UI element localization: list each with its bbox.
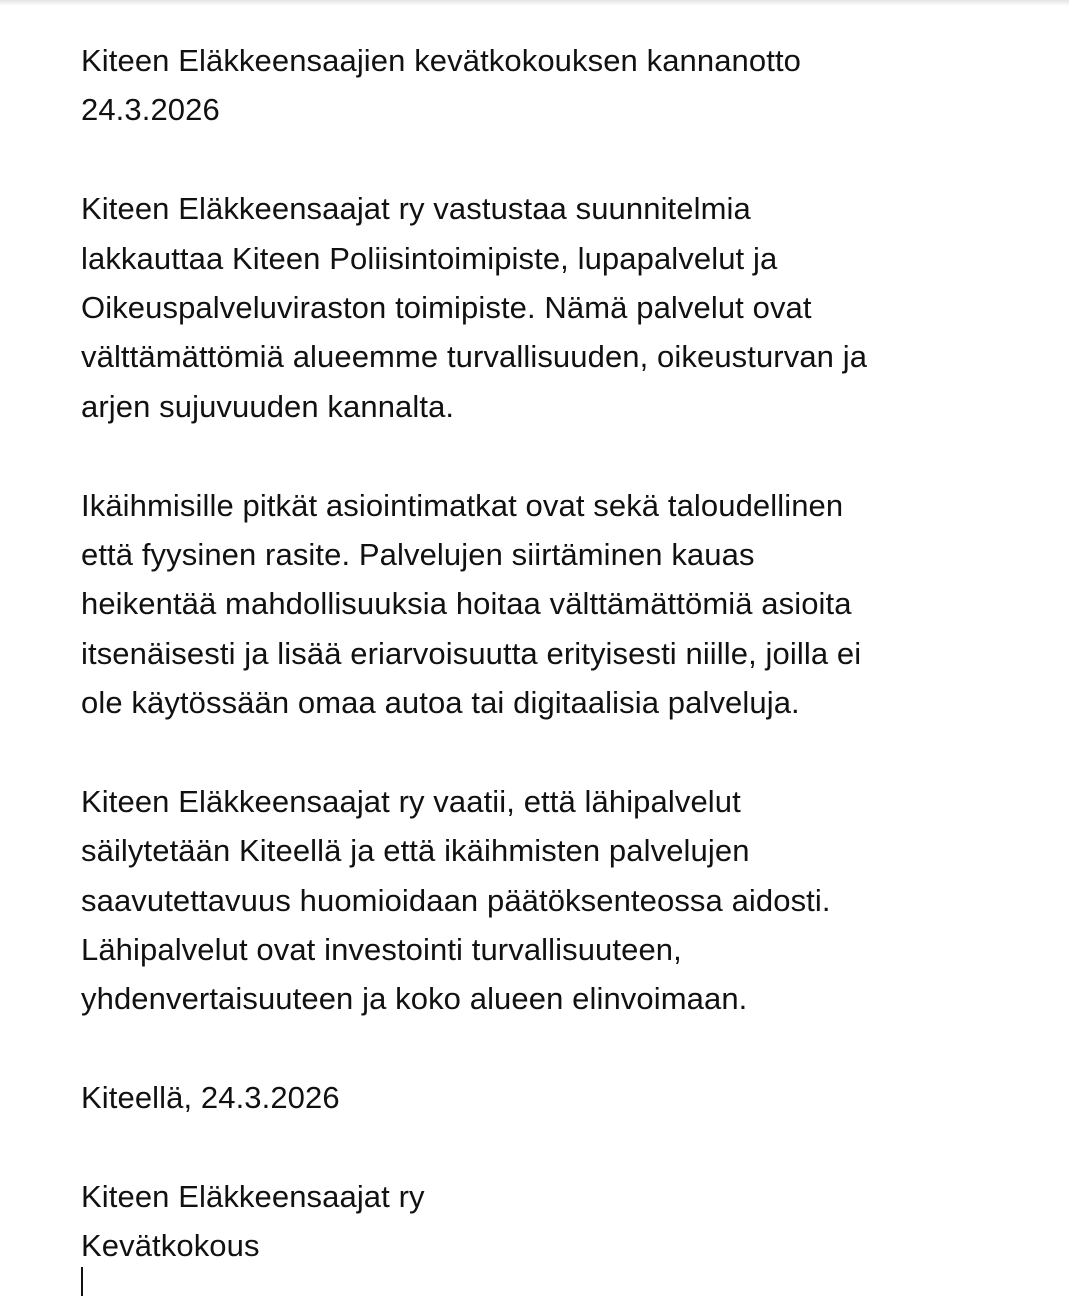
paragraph-2-line-3: heikentää mahdollisuuksia hoitaa välttämättömiä asioita bbox=[81, 586, 852, 622]
paragraph-3-line-5: yhdenvertaisuuteen ja koko alueen elinvoimaan. bbox=[81, 981, 748, 1017]
signature-organization: Kiteen Eläkkeensaajat ry bbox=[81, 1178, 425, 1214]
paragraph-3-line-2: säilytetään Kiteellä ja että ikäihmisten palvelujen bbox=[81, 833, 750, 869]
paragraph-3-line-1: Kiteen Eläkkeensaajat ry vaatii, että lähipalvelut bbox=[81, 783, 741, 819]
place-date: Kiteellä, 24.3.2026 bbox=[81, 1080, 340, 1116]
paragraph-3-line-3: saavutettavuus huomioidaan päätöksenteossa aidosti. bbox=[81, 882, 831, 918]
blank-line bbox=[81, 727, 1041, 776]
blank-line bbox=[81, 431, 1041, 480]
paragraph-1-line-4: välttämättömiä alueemme turvallisuuden, oikeusturvan ja bbox=[81, 339, 868, 375]
top-edge-shadow bbox=[0, 0, 1069, 6]
blank-line bbox=[81, 135, 1041, 184]
blank-line bbox=[81, 1024, 1041, 1073]
text-cursor bbox=[81, 1267, 83, 1296]
paragraph-1-line-3: Oikeuspalveluviraston toimipiste. Nämä palvelut ovat bbox=[81, 289, 812, 325]
signature-meeting: Kevätkokous bbox=[81, 1228, 260, 1264]
paragraph-1-line-2: lakkauttaa Kiteen Poliisintoimipiste, lupapalvelut ja bbox=[81, 240, 778, 276]
paragraph-2-line-2: että fyysinen rasite. Palvelujen siirtäminen kauas bbox=[81, 536, 755, 572]
paragraph-1 bbox=[81, 184, 1041, 431]
paragraph-2 bbox=[81, 481, 1041, 728]
paragraph-2-line-5: ole käytössään omaa autoa tai digitaalisia palveluja. bbox=[81, 685, 800, 721]
paragraph-1-line-1: Kiteen Eläkkeensaajat ry vastustaa suunnitelmia bbox=[81, 191, 751, 227]
paragraph-3-line-4: Lähipalvelut ovat investointi turvallisuuteen, bbox=[81, 932, 682, 968]
blank-line bbox=[81, 1123, 1041, 1172]
document-title bbox=[81, 36, 1041, 135]
document-body[interactable] bbox=[81, 36, 1041, 1271]
paragraph-1-line-5: arjen sujuvuuden kannalta. bbox=[81, 388, 455, 424]
title-line-1: Kiteen Eläkkeensaajien kevätkokouksen kannanotto bbox=[81, 43, 802, 78]
paragraph-2-line-4: itsenäisesti ja lisää eriarvoisuutta erityisesti niille, joilla ei bbox=[81, 635, 862, 671]
title-line-2: 24.3.2026 bbox=[81, 92, 220, 128]
paragraph-2-line-1: Ikäihmisille pitkät asiointimatkat ovat sekä taloudellinen bbox=[81, 487, 844, 523]
signature-block bbox=[81, 1172, 1041, 1271]
paragraph-3 bbox=[81, 777, 1041, 1024]
